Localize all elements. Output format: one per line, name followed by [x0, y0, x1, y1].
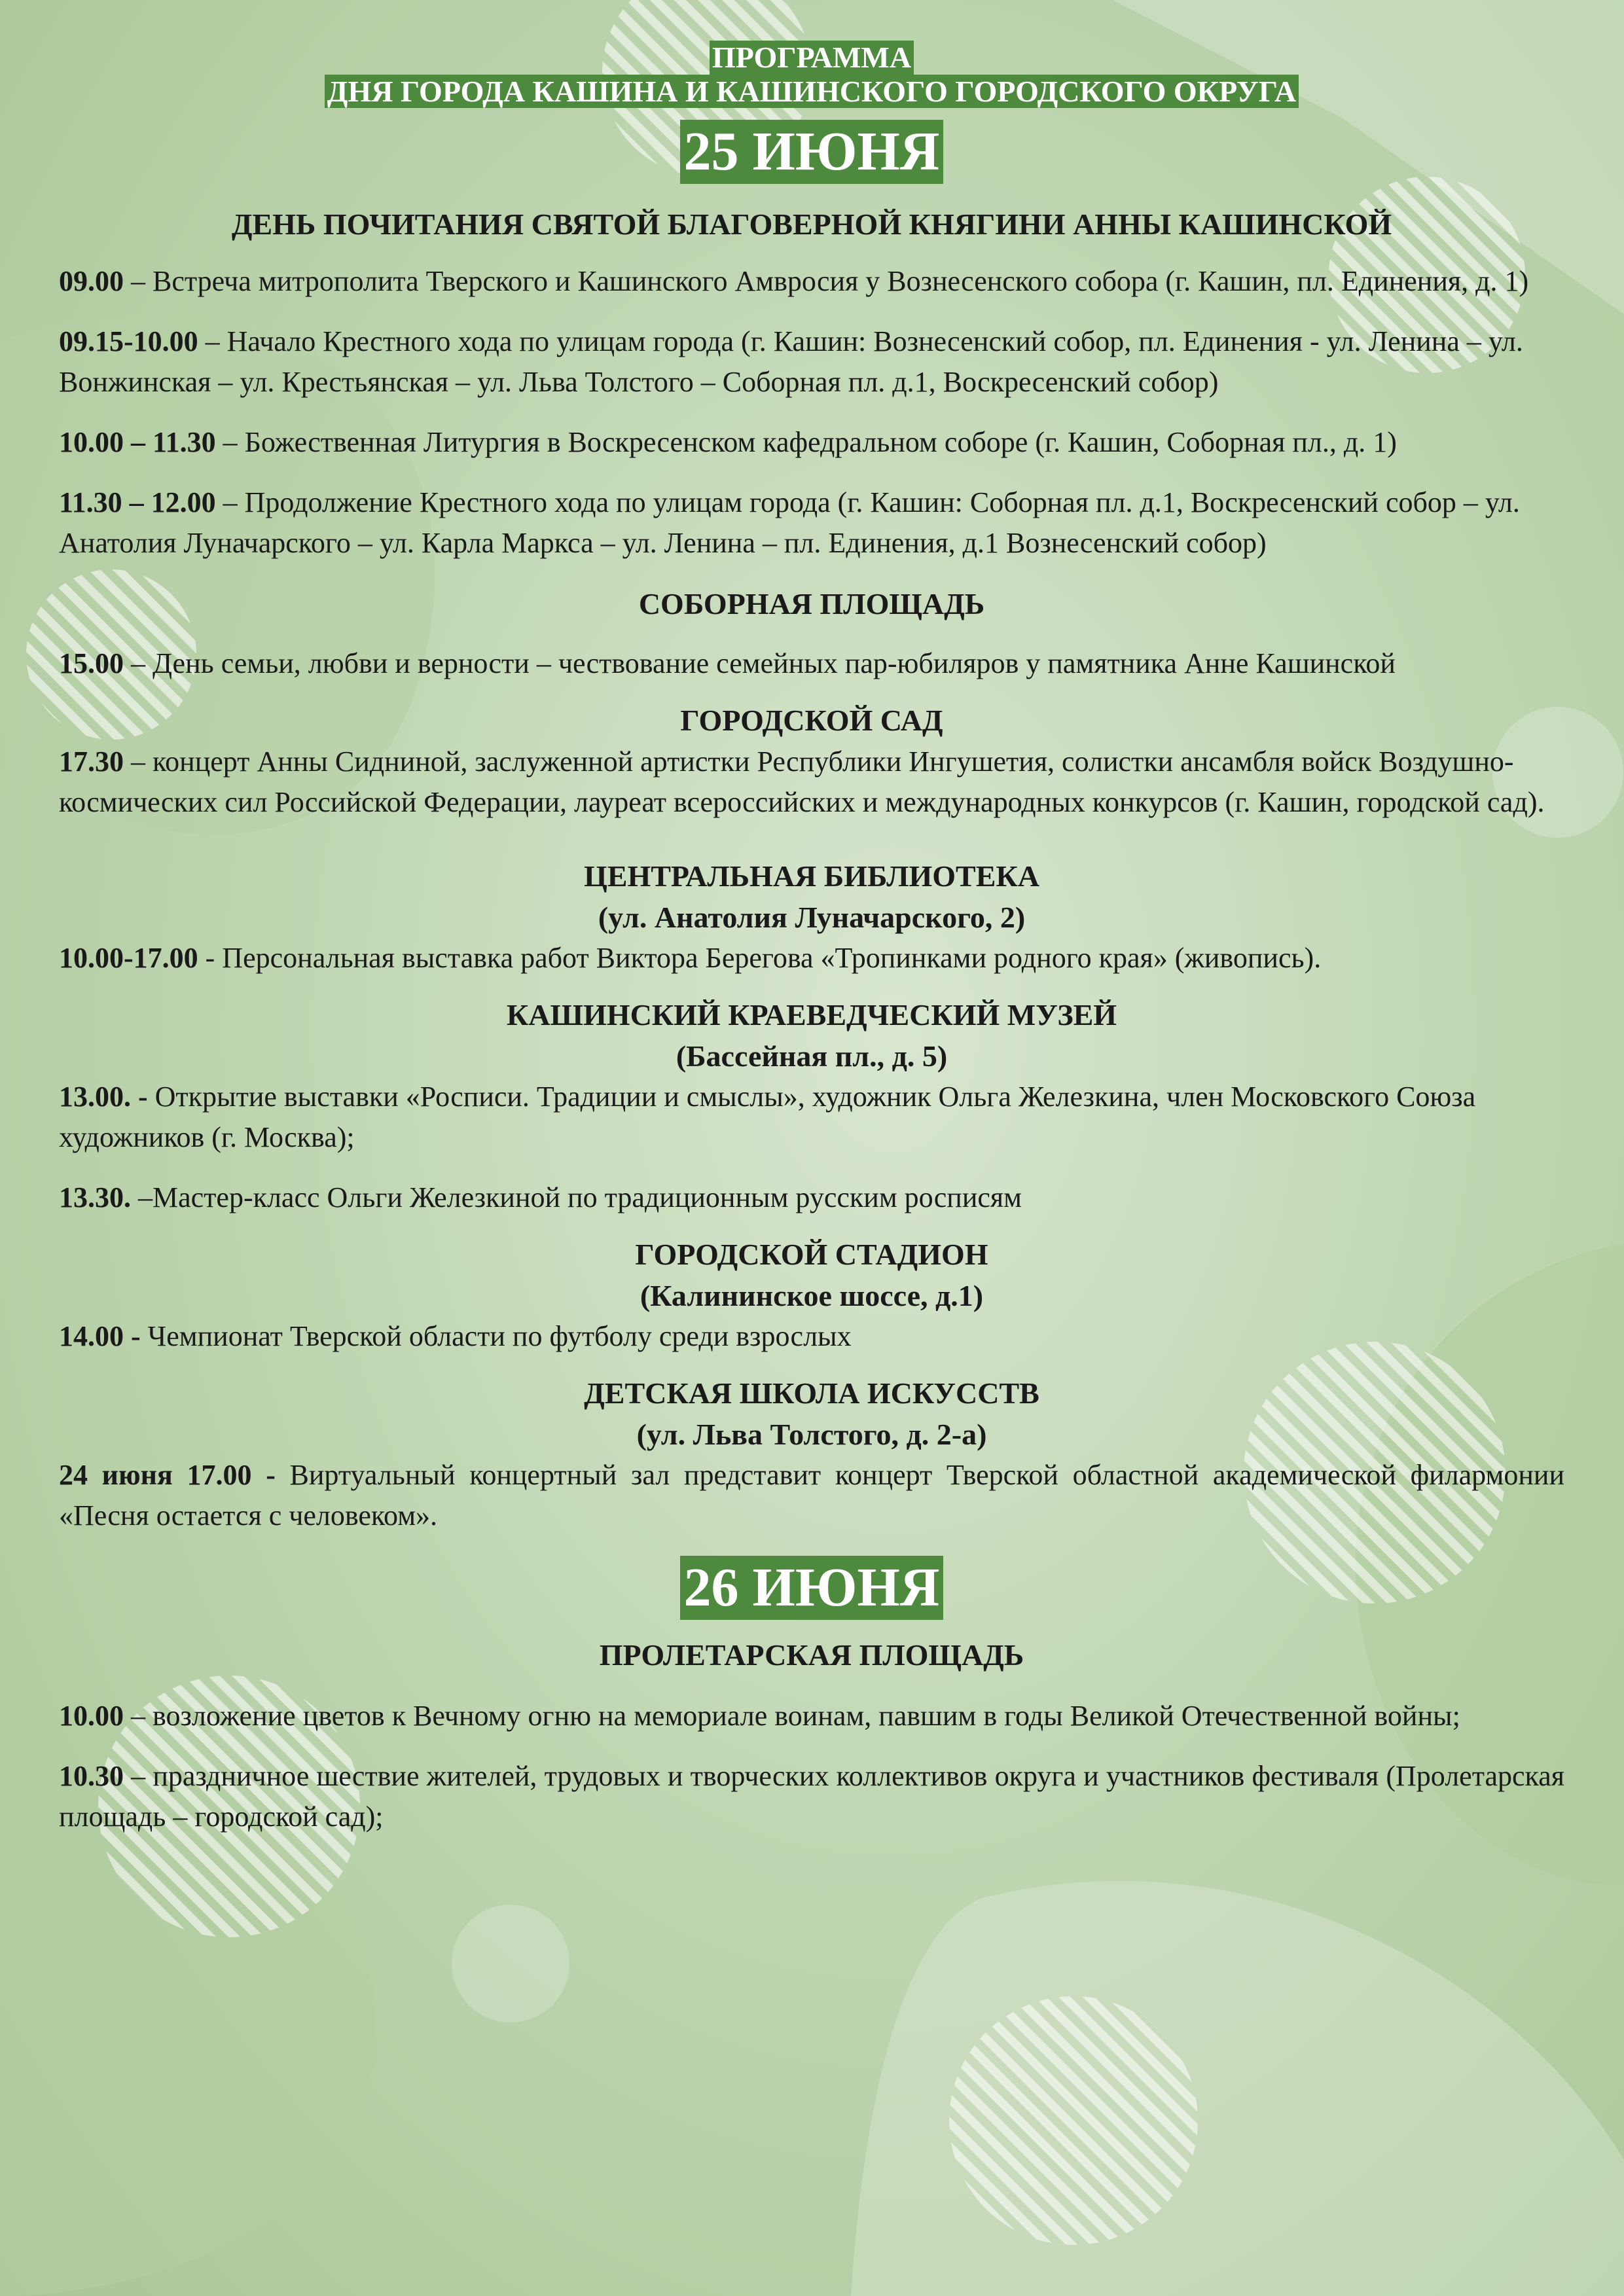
section-address: (Калининское шоссе, д.1)	[640, 1279, 984, 1313]
schedule-item: 10.30 – праздничное шествие жителей, трудовых и творческих коллективов округа и участников фестиваля (Пролетарская площадь – городской сад);	[59, 1760, 1564, 1833]
schedule-item: 11.30 – 12.00 – Продолжение Крестного хода по улицам города (г. Кашин: Соборная пл. д.1, Воскресенский собор – ул. Анатолия Луначарского – ул. Карла Маркса – ул. Ленина – пл. Единения, д.1 Вознесенский собор)	[59, 486, 1520, 560]
section-anna-kashinskaya	[59, 204, 1564, 564]
section-city-stadium	[59, 1234, 1564, 1357]
schedule-item: 13.30. –Мастер-класс Ольги Железкиной по традиционным русским росписям	[59, 1181, 1022, 1214]
striped-circle-bottom	[949, 1996, 1198, 2245]
date-banner: 26 ИЮНЯ	[680, 1556, 944, 1620]
schedule-item: 10.00-17.00 - Персональная выставка работ Виктора Берегова «Тропинками родного края» (живопись).	[59, 942, 1322, 975]
section-address: (ул. Льва Толстого, д. 2-а)	[636, 1418, 987, 1452]
schedule-item: 17.30 – концерт Анны Сидниной, заслуженной артистки Республики Ингушетия, солистки ансамбля войск Воздушно-космических сил Российской Федерации, лауреат всероссийских и международных конкурсов (г. Кашин, городской сад).	[59, 745, 1545, 819]
schedule-item: 09.00 – Встреча митрополита Тверского и Кашинского Амвросия у Вознесенского собора (г. Кашин, пл. Единения, д. 1)	[59, 265, 1529, 298]
program-document	[59, 41, 1564, 1837]
schedule-item: 09.15-10.00 – Начало Крестного хода по улицам города (г. Кашин: Вознесенский собор, пл. Единения - ул. Ленина – ул. Вонжинская – ул. Крестьянская – ул. Льва Толстого – Соборная пл. д.1, Воскресенский собор)	[59, 325, 1523, 399]
header-subtitle: ДНЯ ГОРОДА КАШИНА И КАШИНСКОГО ГОРОДСКОГО ОКРУГА	[325, 75, 1299, 109]
section-title: ГОРОДСКОЙ СТАДИОН	[635, 1238, 988, 1272]
schedule-item: 24 июня 17.00 - Виртуальный концертный зал представит концерт Тверской областной академической филармонии «Песня остается с человеком».	[59, 1459, 1564, 1532]
section-city-garden	[59, 700, 1564, 823]
header-title: ПРОГРАММА	[710, 41, 914, 75]
section-title: ДЕТСКАЯ ШКОЛА ИСКУССТВ	[584, 1376, 1039, 1410]
schedule-item: 15.00 – День семьи, любви и верности – чествование семейных пар-юбиляров у памятника Анне Кашинской	[59, 647, 1396, 680]
section-central-library	[59, 855, 1564, 978]
schedule-item: 13.00. - Открытие выставки «Росписи. Традиции и смыслы», художник Ольга Железкина, член Московского Союза художников (г. Москва);	[59, 1081, 1476, 1154]
section-title: ЦЕНТРАЛЬНАЯ БИБЛИОТЕКА	[584, 859, 1039, 893]
schedule-item: 10.00 – возложение цветов к Вечному огню на мемориале воинам, павшим в годы Великой Отечественной войны;	[59, 1700, 1460, 1732]
day-2-date	[59, 1556, 1564, 1620]
section-art-school	[59, 1372, 1564, 1536]
section-museum	[59, 994, 1564, 1218]
section-sobornaya-square	[59, 583, 1564, 684]
section-address: (ул. Анатолия Луначарского, 2)	[598, 901, 1026, 935]
day-1-date	[59, 120, 1564, 184]
section-title: ПРОЛЕТАРСКАЯ ПЛОЩАДЬ	[599, 1638, 1024, 1672]
section-proletarskaya-square	[59, 1634, 1564, 1837]
schedule-item: 14.00 - Чемпионат Тверской области по футболу среди взрослых	[59, 1320, 852, 1353]
section-title: СОБОРНАЯ ПЛОЩАДЬ	[638, 587, 985, 621]
section-title: КАШИНСКИЙ КРАЕВЕДЧЕСКИЙ МУЗЕЙ	[506, 998, 1117, 1032]
header	[59, 41, 1564, 108]
section-title: ДЕНЬ ПОЧИТАНИЯ СВЯТОЙ БЛАГОВЕРНОЙ КНЯГИНИ АННЫ КАШИНСКОЙ	[231, 207, 1392, 242]
section-address: (Бассейная пл., д. 5)	[676, 1039, 948, 1073]
schedule-item: 10.00 – 11.30 – Божественная Литургия в Воскресенском кафедральном соборе (г. Кашин, Соборная пл., д. 1)	[59, 426, 1397, 459]
section-title: ГОРОДСКОЙ САД	[680, 704, 943, 738]
date-banner: 25 ИЮНЯ	[680, 120, 944, 184]
